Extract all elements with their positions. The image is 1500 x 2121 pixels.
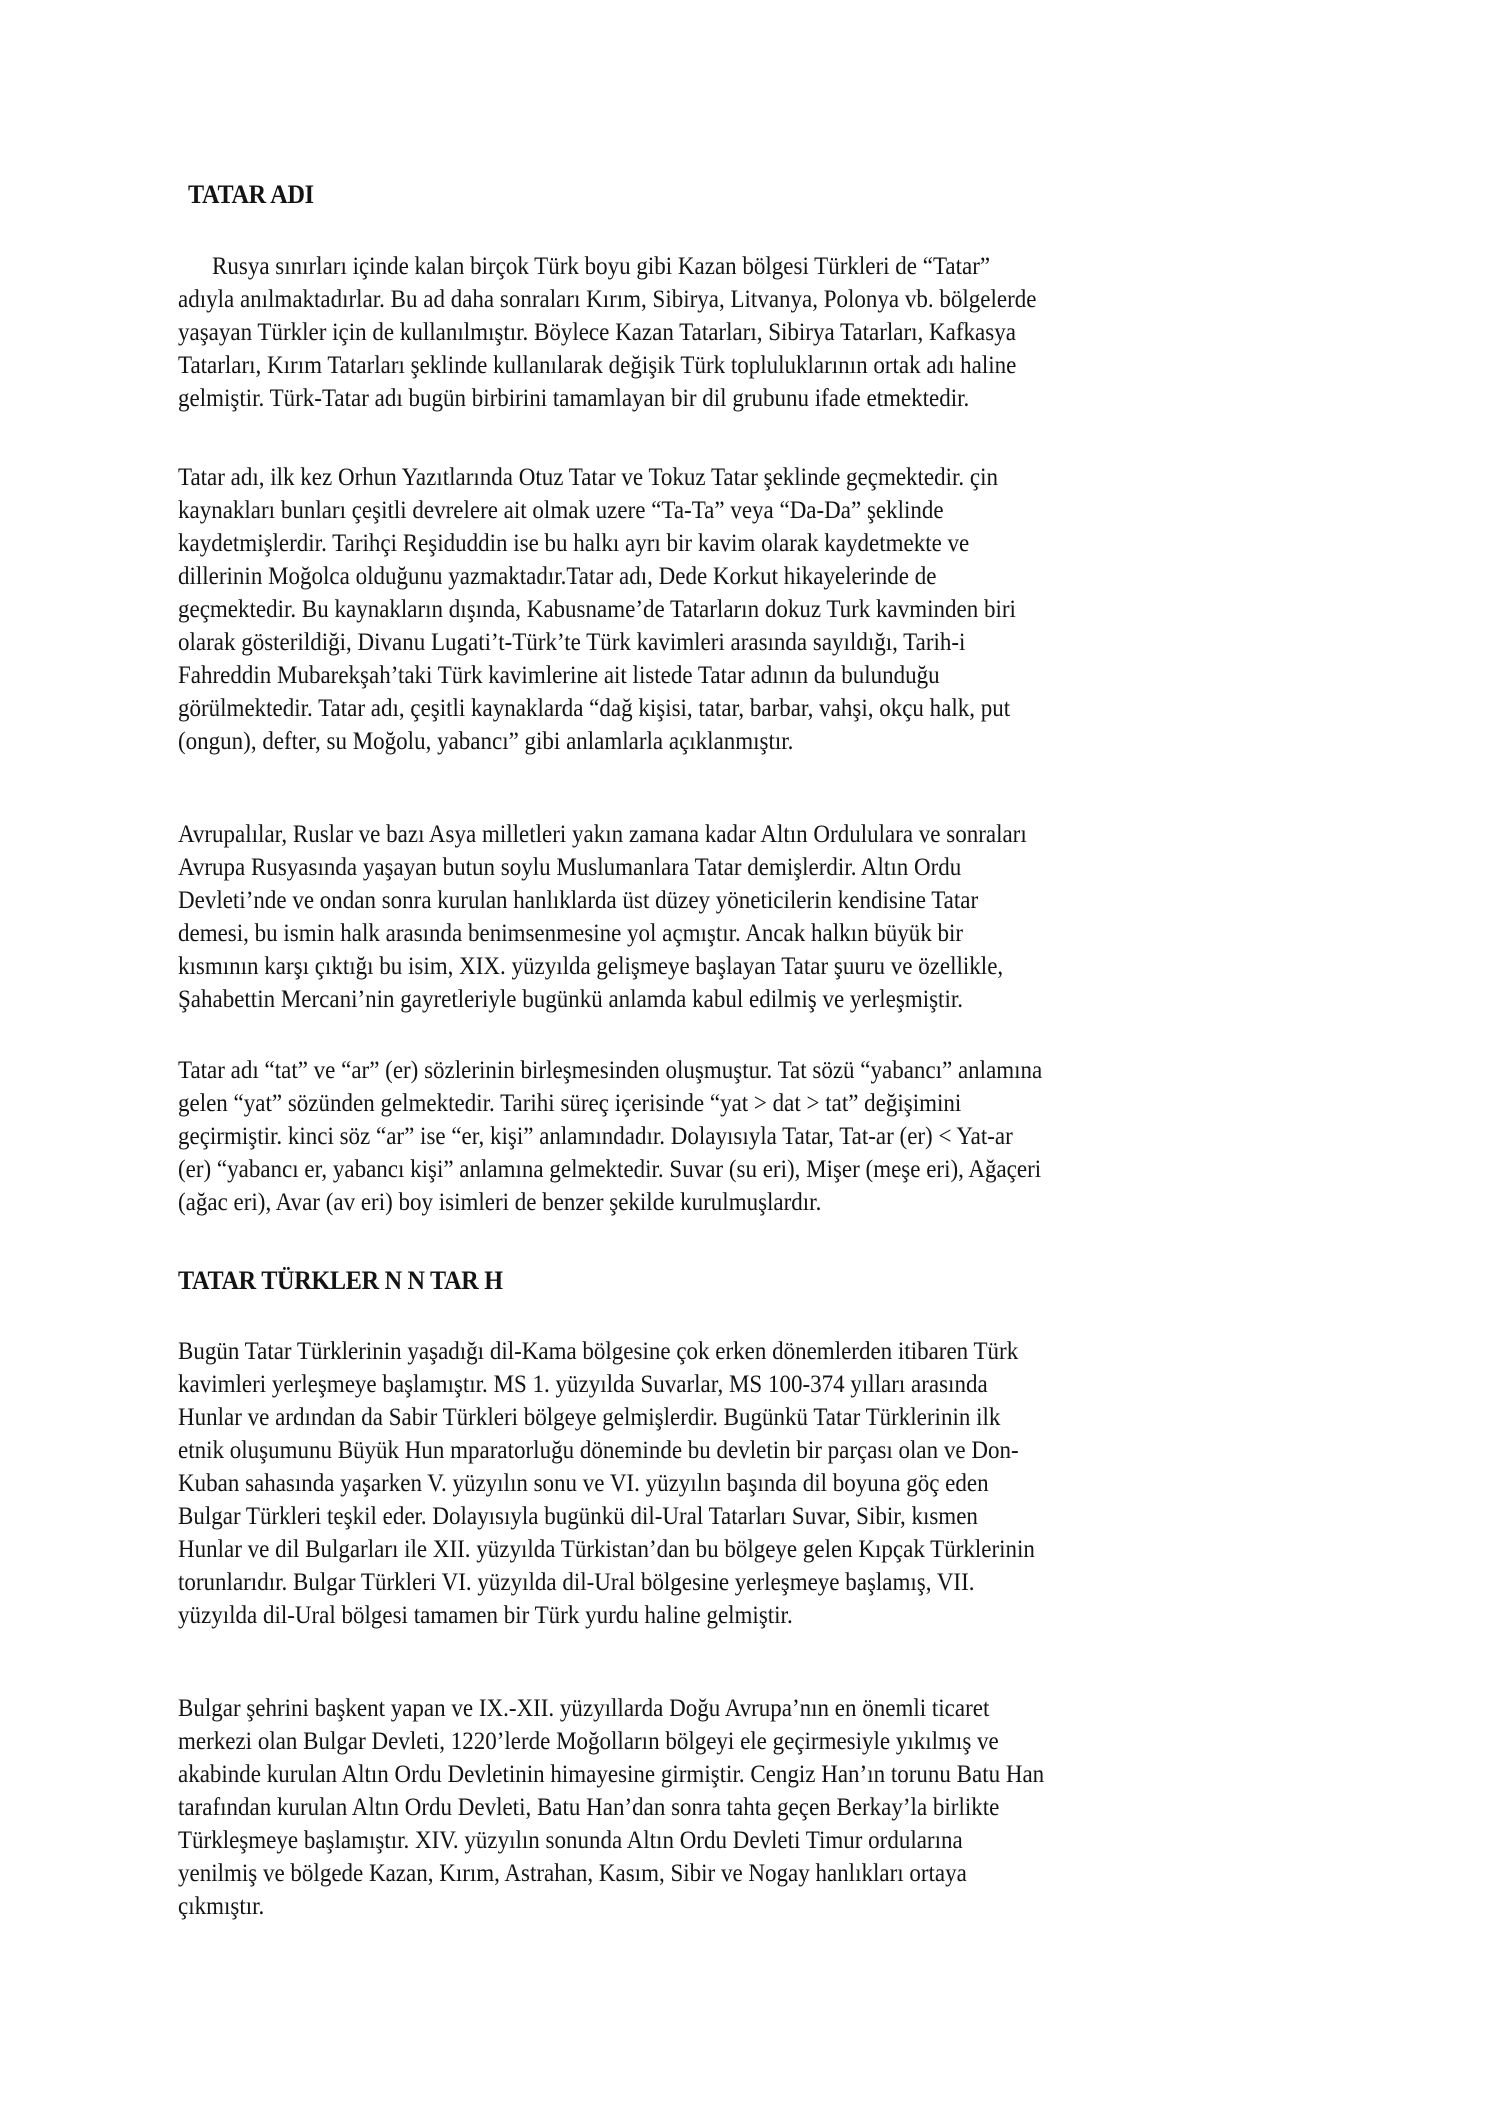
paragraph-2 (178, 461, 1319, 758)
text-line: akabinde kurulan Altın Ordu Devletinin himayesine girmiştir. Cengiz Han’ın torunu Batu Han (178, 1761, 1045, 1788)
text-line: kavimleri yerleşmeye başlamıştır. MS 1. yüzyılda Suvarlar, MS 100-374 yılları arasında (178, 1371, 988, 1398)
text-line: olarak gösterildiği, Divanu Lugati’t-Türk’te Türk kavimleri arasında sayıldığı, Tarih-i (178, 629, 966, 656)
text-line: Bulgar Türkleri teşkil eder. Dolayısıyla bugünkü dil-Ural Tatarları Suvar, Sibir, kısmen (178, 1503, 978, 1530)
text-line: Fahreddin Mubarekşah’taki Türk kavimlerine ait listede Tatar adının da bulunduğu (178, 662, 940, 689)
text-line: (er) “yabancı er, yabancı kişi” anlamına gelmektedir. Suvar (su eri), Mişer (meşe eri), Ağaçeri (178, 1156, 1042, 1183)
text-line: geçmektedir. Bu kaynakların dışında, Kabusname’de Tatarların dokuz Turk kavminden biri (178, 596, 1016, 623)
text-line: kaydetmişlerdir. Tarihçi Reşiduddin ise bu halkı ayrı bir kavim olarak kaydetmekte ve (178, 530, 970, 557)
text-line: tarafından kurulan Altın Ordu Devleti, Batu Han’dan sonra tahta geçen Berkay’la birlikte (178, 1794, 1000, 1821)
section-heading-tatar-turklerinin-tarihi: TATAR TÜRKLER N N TAR H (178, 1266, 503, 1295)
text-line: (ağac eri), Avar (av eri) boy isimleri de benzer şekilde kurulmuşlardır. (178, 1189, 822, 1216)
text-line: görülmektedir. Tatar adı, çeşitli kaynaklarda “dağ kişisi, tatar, barbar, vahşi, okçu halk, put (178, 695, 1011, 722)
text-line: Devleti’nde ve ondan sonra kurulan hanlıklarda üst düzey yöneticilerin kendisine Tatar (178, 887, 979, 914)
text-line: demesi, bu ismin halk arasında benimsenmesine yol açmıştır. Ancak halkın büyük bir (178, 920, 964, 947)
text-line: Rusya sınırları içinde kalan birçok Türk boyu gibi Kazan bölgesi Türkleri de “Tatar” (212, 253, 991, 280)
paragraph-1 (178, 250, 1319, 415)
text-line: yüzyılda dil-Ural bölgesi tamamen bir Türk yurdu haline gelmiştir. (178, 1602, 793, 1629)
text-line: adıyla anılmaktadırlar. Bu ad daha sonraları Kırım, Sibirya, Litvanya, Polonya vb. bölgelerde (178, 286, 1037, 313)
text-line: geçirmiştir. kinci söz “ar” ise “er, kişi” anlamındadır. Dolayısıyla Tatar, Tat-ar (er) < Yat-ar (178, 1123, 1013, 1150)
text-line: kısmının karşı çıktığı bu isim, XIX. yüzyılda gelişmeye başlayan Tatar şuuru ve özellikle, (178, 953, 1004, 980)
text-line: Türkleşmeye başlamıştır. XIV. yüzyılın sonunda Altın Ordu Devleti Timur ordularına (178, 1827, 963, 1854)
paragraph-6 (178, 1692, 1319, 1923)
text-line: etnik oluşumunu Büyük Hun mparatorluğu döneminde bu devletin bir parçası olan ve Don- (178, 1437, 1019, 1464)
text-line: Şahabettin Mercani’nin gayretleriyle bugünkü anlamda kabul edilmiş ve yerleşmiştir. (178, 986, 963, 1013)
text-line: yenilmiş ve bölgede Kazan, Kırım, Astrahan, Kasım, Sibir ve Nogay hanlıkları ortaya (178, 1860, 967, 1887)
text-line: Kuban sahasında yaşarken V. yüzyılın sonu ve VI. yüzyılın başında dil boyuna göç eden (178, 1470, 989, 1497)
text-line: torunlarıdır. Bulgar Türkleri VI. yüzyılda dil-Ural bölgesine yerleşmeye başlamış, VII. (178, 1569, 975, 1596)
text-line: gelen “yat” sözünden gelmektedir. Tarihi süreç içerisinde “yat > dat > tat” değişimini (178, 1090, 962, 1117)
text-line: Hunlar ve dil Bulgarları ile XII. yüzyılda Türkistan’dan bu bölgeye gelen Kıpçak Türklerinin (178, 1536, 1035, 1563)
paragraph-4 (178, 1054, 1319, 1219)
text-line: merkezi olan Bulgar Devleti, 1220’lerde Moğolların bölgeyi ele geçirmesiyle yıkılmış ve (178, 1728, 999, 1755)
text-line: Tatarları, Kırım Tatarları şeklinde kullanılarak değişik Türk topluluklarının ortak adı haline (178, 352, 1017, 379)
paragraph-5 (178, 1335, 1319, 1632)
text-line: Hunlar ve ardından da Sabir Türkleri bölgeye gelmişlerdir. Bugünkü Tatar Türklerinin ilk (178, 1404, 1001, 1431)
text-line: Avrupalılar, Ruslar ve bazı Asya milletleri yakın zamana kadar Altın Ordululara ve sonraları (178, 821, 1027, 848)
text-line: Bulgar şehrini başkent yapan ve IX.-XII. yüzyıllarda Doğu Avrupa’nın en önemli ticaret (178, 1695, 990, 1722)
text-line: Tatar adı “tat” ve “ar” (er) sözlerinin birleşmesinden oluşmuştur. Tat sözü “yabancı” anlamına (178, 1057, 1043, 1084)
text-line: yaşayan Türkler için de kullanılmıştır. Böylece Kazan Tatarları, Sibirya Tatarları, Kafkasya (178, 319, 1016, 346)
text-line: Avrupa Rusyasında yaşayan butun soylu Muslumanlara Tatar demişlerdir. Altın Ordu (178, 854, 962, 881)
paragraph-3 (178, 818, 1319, 1016)
text-line: kaynakları bunları çeşitli devrelere ait olmak uzere “Ta-Ta” veya “Da-Da” şeklinde (178, 497, 944, 524)
text-line: gelmiştir. Türk-Tatar adı bugün birbirini tamamlayan bir dil grubunu ifade etmektedir. (178, 385, 970, 412)
text-line: Bugün Tatar Türklerinin yaşadığı dil-Kama bölgesine çok erken dönemlerden itibaren Türk (178, 1338, 1019, 1365)
text-line: dillerinin Moğolca olduğunu yazmaktadır.Tatar adı, Dede Korkut hikayelerinde de (178, 563, 937, 590)
text-line: (ongun), defter, su Moğolu, yabancı” gibi anlamlarla açıklanmıştır. (178, 728, 794, 755)
section-heading-tatar-adi: TATAR ADI (188, 180, 314, 209)
text-line: çıkmıştır. (178, 1893, 265, 1920)
text-line: Tatar adı, ilk kez Orhun Yazıtlarında Otuz Tatar ve Tokuz Tatar şeklinde geçmektedir. çin (178, 464, 999, 491)
